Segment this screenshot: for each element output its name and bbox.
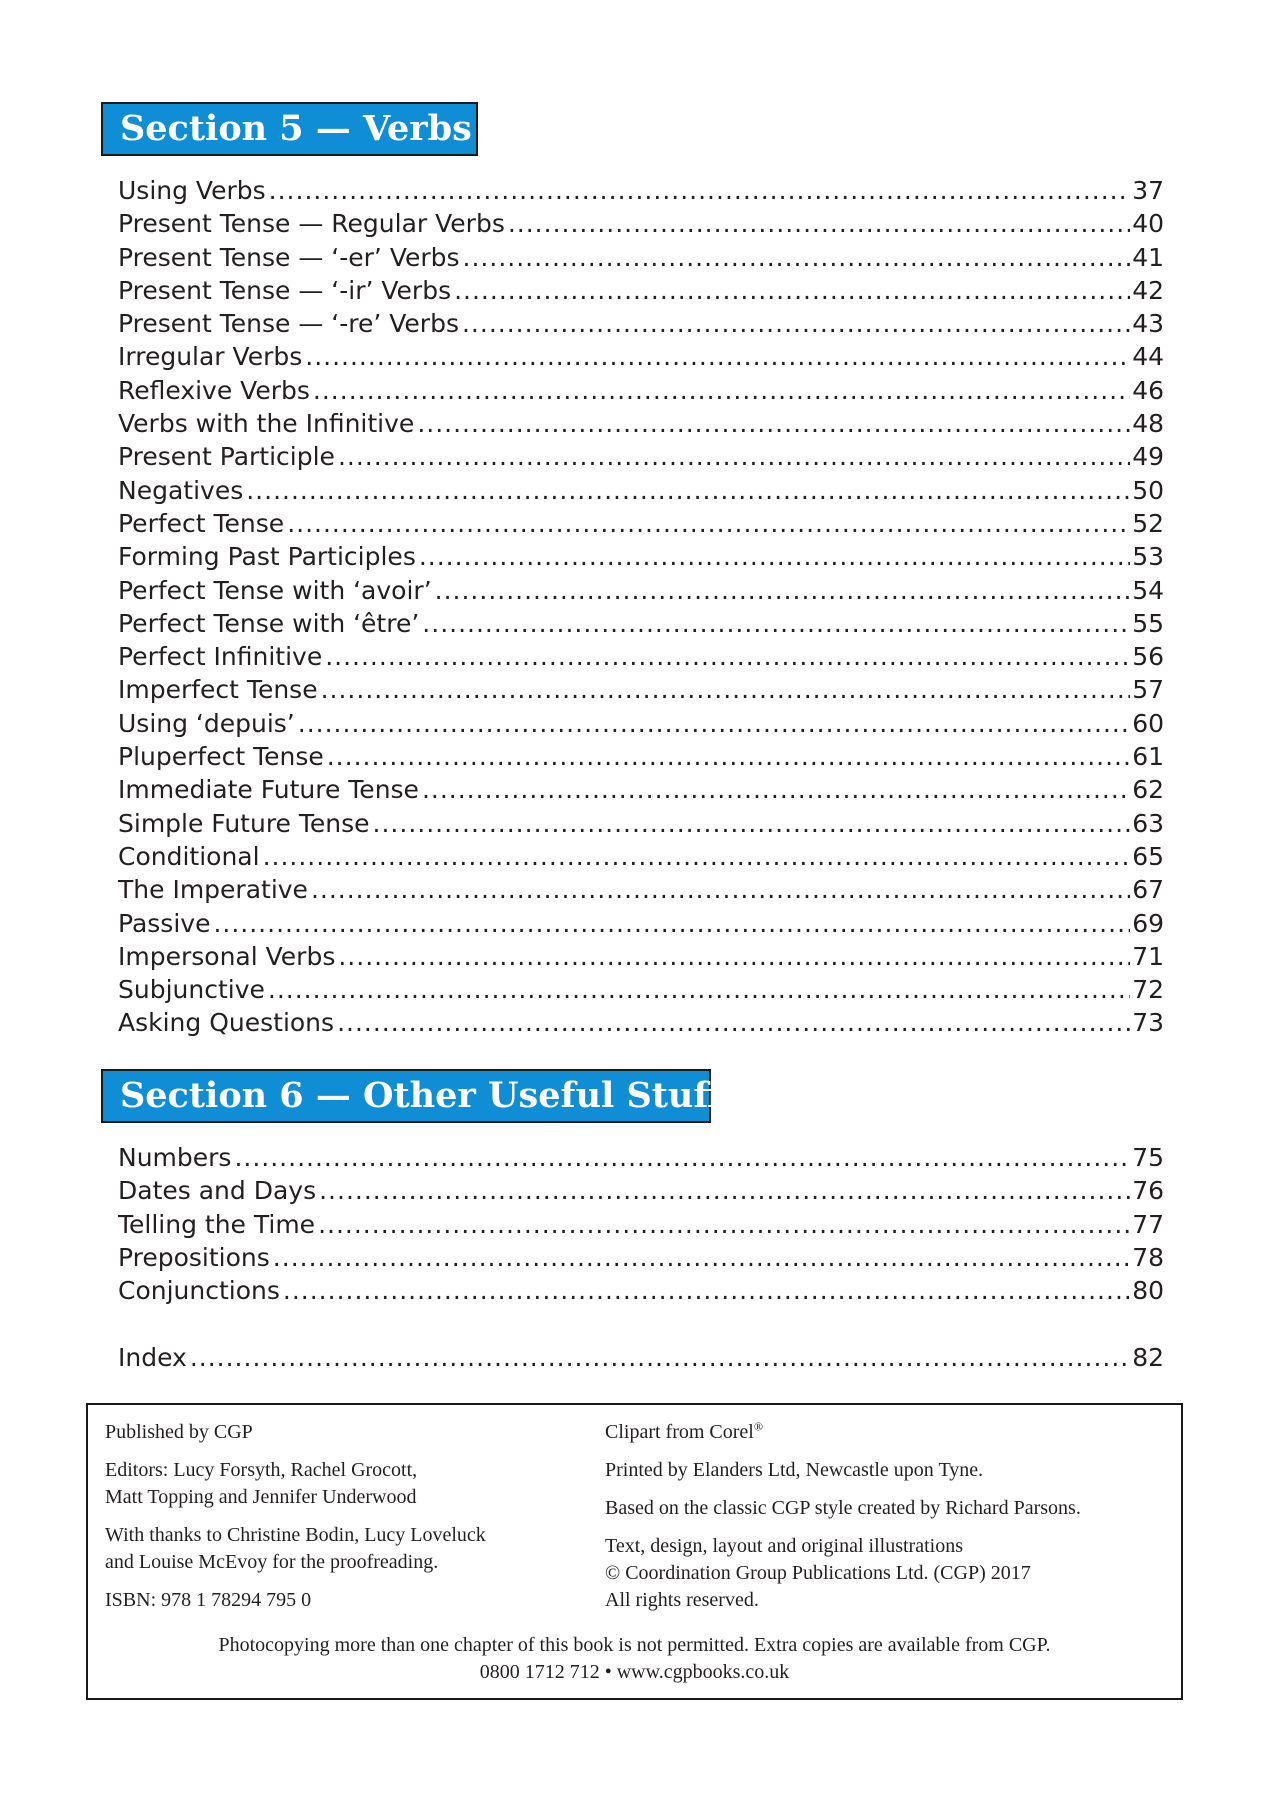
dot-leader — [417, 407, 1130, 440]
toc-entry-page: 46 — [1132, 375, 1164, 405]
dot-leader — [508, 207, 1130, 240]
dot-leader — [327, 740, 1130, 773]
dot-leader — [313, 374, 1130, 407]
toc-entry[interactable] — [118, 607, 1164, 640]
copyright-line-3: All rights reserved. — [605, 1589, 759, 1611]
toc-entry[interactable] — [118, 773, 1164, 806]
toc-entry[interactable] — [118, 540, 1164, 573]
toc-entry-title: Telling the Time — [118, 1209, 316, 1239]
toc-entry[interactable] — [118, 1174, 1164, 1207]
toc-entry[interactable] — [118, 274, 1164, 307]
publication-info-box — [86, 1403, 1183, 1700]
toc-entry-page: 65 — [1132, 841, 1164, 871]
dot-leader — [190, 1341, 1130, 1374]
toc-entry-page: 80 — [1132, 1276, 1164, 1306]
toc-entry-page: 54 — [1132, 575, 1164, 605]
editors-line-2: Matt Topping and Jennifer Underwood — [105, 1486, 417, 1508]
toc-entry-title: Conjunctions — [118, 1276, 280, 1306]
toc-entry-page: 61 — [1132, 742, 1164, 772]
registered-mark: ® — [753, 1419, 763, 1434]
dot-leader — [462, 307, 1130, 340]
toc-entry[interactable] — [118, 407, 1164, 440]
toc-entry-title: Dates and Days — [118, 1176, 317, 1206]
toc-entry[interactable] — [118, 707, 1164, 740]
dot-leader — [263, 840, 1131, 873]
toc-entry-title: Perfect Tense — [118, 508, 285, 538]
toc-entry-page: 62 — [1132, 775, 1164, 805]
toc-entry-title: Present Tense — ‘-re’ Verbs — [118, 309, 459, 339]
toc-entry-page: 67 — [1132, 875, 1164, 905]
published-by: Published by CGP — [105, 1421, 253, 1443]
toc-entry[interactable] — [118, 1006, 1164, 1039]
dot-leader — [268, 973, 1130, 1006]
toc-entry-title: Perfect Tense with ‘avoir’ — [118, 575, 432, 605]
dot-leader — [269, 174, 1131, 207]
dot-leader — [246, 474, 1130, 507]
info-footer — [88, 1632, 1181, 1686]
section-6-header: Section 6 — Other Useful Stuff — [101, 1069, 711, 1123]
toc-entry-title: Immediate Future Tense — [118, 775, 419, 805]
toc-entry-title: Impersonal Verbs — [118, 941, 336, 971]
toc-entry[interactable] — [118, 307, 1164, 340]
toc-entry[interactable] — [118, 1241, 1164, 1274]
toc-entry[interactable] — [118, 907, 1164, 940]
toc-entry-page: 41 — [1132, 242, 1164, 272]
dot-leader — [422, 773, 1130, 806]
dot-leader — [234, 1141, 1130, 1174]
copyright-line-1: Text, design, layout and original illustrations — [605, 1535, 963, 1557]
toc-entry[interactable] — [118, 840, 1164, 873]
dot-leader — [325, 640, 1130, 673]
dot-leader — [273, 1241, 1130, 1274]
dot-leader — [318, 1208, 1130, 1241]
toc-entry-page: 77 — [1132, 1209, 1164, 1239]
dot-leader — [213, 907, 1130, 940]
toc-entry-page: 60 — [1132, 708, 1164, 738]
toc-entry-page: 72 — [1132, 975, 1164, 1005]
section-6-contents — [118, 1141, 1164, 1307]
section-5-header: Section 5 — Verbs — [101, 102, 478, 156]
toc-entry[interactable] — [118, 374, 1164, 407]
toc-entry-title: Pluperfect Tense — [118, 742, 324, 772]
toc-entry-page: 52 — [1132, 508, 1164, 538]
toc-entry[interactable] — [118, 440, 1164, 473]
toc-entry[interactable] — [118, 973, 1164, 1006]
toc-entry-title: Prepositions — [118, 1242, 270, 1272]
toc-entry-title: Simple Future Tense — [118, 808, 370, 838]
editors — [105, 1457, 585, 1511]
toc-entry-page: 42 — [1132, 275, 1164, 305]
toc-entry-title: Perfect Infinitive — [118, 642, 323, 672]
section-5-contents — [118, 174, 1164, 1040]
toc-entry-page: 50 — [1132, 475, 1164, 505]
toc-entry-title: Irregular Verbs — [118, 342, 303, 372]
toc-entry-page: 71 — [1132, 941, 1164, 971]
editors-line-1: Editors: Lucy Forsyth, Rachel Grocott, — [105, 1459, 418, 1481]
toc-entry-title: Negatives — [118, 475, 244, 505]
toc-entry-page: 55 — [1132, 608, 1164, 638]
toc-entry[interactable] — [118, 507, 1164, 540]
dot-leader — [454, 274, 1130, 307]
isbn: ISBN: 978 1 78294 795 0 — [105, 1589, 312, 1611]
toc-entry-title: Index — [118, 1343, 187, 1372]
toc-entry-page: 75 — [1132, 1143, 1164, 1172]
info-right-column — [605, 1419, 1175, 1625]
toc-entry-page: 69 — [1132, 908, 1164, 938]
toc-entry[interactable] — [118, 640, 1164, 673]
toc-entry-page: 56 — [1132, 642, 1164, 672]
toc-entry-title: Using Verbs — [118, 176, 266, 205]
toc-entry[interactable] — [118, 340, 1164, 373]
copyright-line-2: © Coordination Group Publications Ltd. (CGP) 2017 — [605, 1562, 1031, 1584]
toc-entry-title: Imperfect Tense — [118, 675, 318, 705]
toc-entry-page: 57 — [1132, 675, 1164, 705]
contact-line: 0800 1712 712 • www.cgpbooks.co.uk — [479, 1661, 790, 1683]
toc-entry-page: 78 — [1132, 1242, 1164, 1272]
thanks-line-1: With thanks to Christine Bodin, Lucy Loveluck — [105, 1524, 486, 1546]
thanks-line-2: and Louise McEvoy for the proofreading. — [105, 1551, 439, 1573]
toc-entry[interactable] — [118, 1274, 1164, 1307]
index-contents — [118, 1341, 1164, 1374]
dot-leader — [311, 873, 1130, 906]
toc-entry-title: Verbs with the Infinitive — [118, 409, 415, 439]
dot-leader — [422, 607, 1130, 640]
dot-leader — [321, 673, 1131, 706]
toc-entry-page: 43 — [1132, 309, 1164, 339]
toc-entry-title: Reflexive Verbs — [118, 375, 310, 405]
copyright — [605, 1533, 1175, 1614]
dot-leader — [419, 540, 1130, 573]
toc-entry-title: Present Participle — [118, 442, 335, 472]
toc-entry-title: Subjunctive — [118, 975, 265, 1005]
toc-entry-page: 82 — [1132, 1343, 1164, 1372]
dot-leader — [283, 1274, 1130, 1307]
toc-entry-page: 37 — [1132, 176, 1164, 205]
toc-entry[interactable] — [118, 241, 1164, 274]
dot-leader — [338, 940, 1130, 973]
toc-entry-title: Forming Past Participles — [118, 542, 416, 572]
info-left-column — [105, 1419, 585, 1625]
toc-entry-title: Passive — [118, 908, 211, 938]
toc-entry[interactable] — [118, 807, 1164, 840]
toc-entry-title: Using ‘depuis’ — [118, 708, 295, 738]
toc-entry[interactable] — [118, 174, 1164, 207]
toc-entry-title: Present Tense — ‘-ir’ Verbs — [118, 275, 452, 305]
toc-entry-title: Conditional — [118, 841, 260, 871]
dot-leader — [435, 574, 1131, 607]
clipart-credit — [605, 1419, 1175, 1446]
toc-entry-index[interactable] — [118, 1341, 1164, 1374]
toc-entry-page: 76 — [1132, 1176, 1164, 1206]
toc-entry[interactable] — [118, 673, 1164, 706]
toc-entry-page: 48 — [1132, 409, 1164, 439]
based-on: Based on the classic CGP style created by Richard Parsons. — [605, 1497, 1081, 1519]
toc-entry-page: 53 — [1132, 542, 1164, 572]
toc-entry-page: 73 — [1132, 1008, 1164, 1038]
toc-entry[interactable] — [118, 1208, 1164, 1241]
toc-entry[interactable] — [118, 474, 1164, 507]
toc-entry-page: 49 — [1132, 442, 1164, 472]
toc-entry-page: 44 — [1132, 342, 1164, 372]
printed-by: Printed by Elanders Ltd, Newcastle upon Tyne. — [605, 1459, 984, 1481]
toc-entry-title: Present Tense — ‘-er’ Verbs — [118, 242, 460, 272]
toc-entry-title: The Imperative — [118, 875, 308, 905]
dot-leader — [305, 340, 1130, 373]
dot-leader — [338, 440, 1130, 473]
toc-entry[interactable] — [118, 574, 1164, 607]
dot-leader — [463, 241, 1131, 274]
toc-entry-title: Perfect Tense with ‘être’ — [118, 608, 420, 638]
dot-leader — [319, 1174, 1130, 1207]
toc-entry[interactable] — [118, 740, 1164, 773]
dot-leader — [337, 1006, 1130, 1039]
dot-leader — [298, 707, 1130, 740]
clipart-text: Clipart from Corel — [605, 1421, 754, 1443]
dot-leader — [373, 807, 1131, 840]
toc-entry[interactable] — [118, 940, 1164, 973]
photocopy-notice: Photocopying more than one chapter of this book is not permitted. Extra copies are available from CGP. — [218, 1634, 1051, 1656]
toc-entry-title: Asking Questions — [118, 1008, 335, 1038]
toc-entry[interactable] — [118, 1141, 1164, 1174]
toc-entry-title: Numbers — [118, 1143, 232, 1172]
dot-leader — [287, 507, 1130, 540]
toc-entry-page: 40 — [1132, 209, 1164, 239]
thanks — [105, 1522, 585, 1576]
toc-entry[interactable] — [118, 207, 1164, 240]
toc-entry-page: 63 — [1132, 808, 1164, 838]
toc-entry-title: Present Tense — Regular Verbs — [118, 209, 505, 239]
toc-entry[interactable] — [118, 873, 1164, 906]
